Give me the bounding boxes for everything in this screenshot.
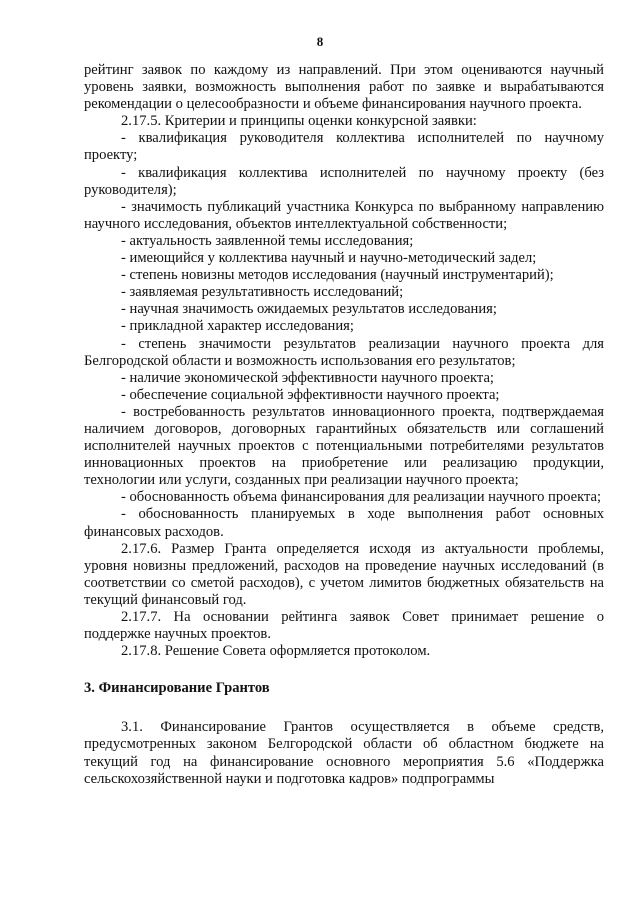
criteria-item: - обоснованность объема финансирования для реализации научного проекта; bbox=[121, 489, 602, 506]
criteria-item: - прикладной характер исследования; bbox=[121, 318, 354, 335]
criteria-item: - научная значимость ожидаемых результатов исследования; bbox=[121, 301, 497, 318]
criteria-item: - заявляемая результативность исследований; bbox=[121, 284, 404, 301]
paragraph: 2.17.6. Размер Гранта определяется исходя из актуальности проблемы, уровня новизны предложений, расходов на проведение научных исследований (в соответствии со сметой расходов), с учетом лимитов бюджетных обязательств на текущий финансовый год. bbox=[84, 540, 604, 608]
document-body bbox=[84, 62, 604, 788]
criteria-item: - актуальность заявленной темы исследования; bbox=[121, 232, 414, 249]
paragraph: рейтинг заявок по каждому из направлений. При этом оцениваются научный уровень заявки, возможность выполнения работ по заявке и вырабатываются рекомендации о целесообразности и объеме финансирования научного проекта. bbox=[84, 62, 604, 113]
paragraph: 3.1. Финансирование Грантов осуществляется в объеме средств, предусмотренных законом Белгородской области об областном бюджете на текущий год на финансирование основного мероприятия 5.6 «Поддержка сельскохозяйственной науки и подготовка кадров» подпрограммы bbox=[84, 719, 604, 787]
criteria-item: - квалификация руководителя коллектива исполнителей по научному проекту; bbox=[84, 130, 604, 164]
page-number: 8 bbox=[316, 34, 324, 49]
paragraph: 2.17.8. Решение Совета оформляется протоколом. bbox=[121, 643, 431, 660]
section-heading: 3. Финансирование Грантов bbox=[84, 680, 270, 697]
criteria-item: - квалификация коллектива исполнителей по научному проекту (без руководителя); bbox=[84, 164, 604, 198]
criteria-item: - степень значимости результатов реализации научного проекта для Белгородской области и возможность использования его результатов; bbox=[84, 335, 604, 369]
paragraph: 2.17.7. На основании рейтинга заявок Совет принимает решение о поддержке научных проектов. bbox=[84, 609, 604, 643]
criteria-item: - значимость публикаций участника Конкурса по выбранному направлению научного исследования, объектов интеллектуальной собственности; bbox=[84, 198, 604, 232]
paragraph: 2.17.5. Критерии и принципы оценки конкурсной заявки: bbox=[121, 113, 477, 130]
criteria-item: - наличие экономической эффективности научного проекта; bbox=[121, 369, 494, 386]
criteria-item: - обеспечение социальной эффективности научного проекта; bbox=[121, 386, 500, 403]
criteria-item: - востребованность результатов инновационного проекта, подтверждаемая наличием договоров, договорных гарантийных обязательств или соглашений исполнителей научных проектов с потенциальными потребителями результатов инновационных проектов на приобретение или реализацию продукции, технологии или услуги, созданных при реализации научного проекта; bbox=[84, 403, 604, 489]
criteria-item: - степень новизны методов исследования (научный инструментарий); bbox=[121, 267, 554, 284]
criteria-item: - имеющийся у коллектива научный и научно-методический задел; bbox=[121, 250, 537, 267]
criteria-item: - обоснованность планируемых в ходе выполнения работ основных финансовых расходов. bbox=[84, 506, 604, 540]
